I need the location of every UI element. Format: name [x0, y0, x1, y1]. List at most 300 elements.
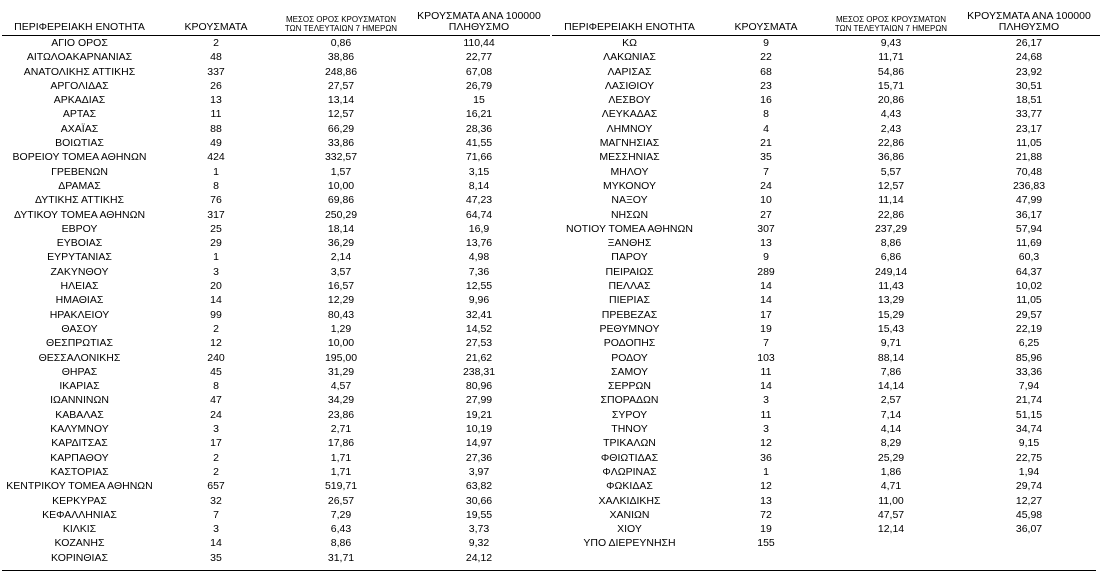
- cases-cell: 88: [210, 122, 222, 135]
- cases-cell: 3: [213, 265, 219, 278]
- region-cell: ΚΕΡΚΥΡΑΣ: [52, 494, 107, 507]
- avg-7day-cell: 7,29: [330, 508, 352, 521]
- avg-7day-cell: 12,29: [327, 294, 355, 307]
- avg-7day-cell: 20,86: [877, 94, 905, 107]
- avg-7day-cell: 6,86: [880, 251, 902, 264]
- avg-7day-cell: 23,86: [327, 408, 355, 421]
- cases-cell: 11: [760, 408, 772, 421]
- avg-7day-cell: 332,57: [324, 151, 358, 164]
- cases-cell: 32: [210, 494, 222, 507]
- table-row: [2, 336, 550, 350]
- cases-cell: 76: [210, 194, 222, 207]
- cases-cell: 657: [207, 480, 225, 493]
- avg-7day-cell: 3,57: [330, 265, 352, 278]
- table-row: [552, 336, 1100, 350]
- per-100k-cell: 11,69: [1016, 237, 1042, 250]
- per-100k-cell: 23,92: [1015, 65, 1043, 78]
- avg-7day-cell: 12,57: [327, 108, 355, 121]
- per-100k-cell: 15: [473, 94, 485, 107]
- avg-7day-cell: 1,71: [330, 451, 352, 464]
- cases-cell: 14: [760, 294, 772, 307]
- cases-cell: 48: [210, 51, 222, 64]
- per-100k-cell: 26,17: [1015, 37, 1043, 49]
- per-100k-cell: 85,96: [1015, 351, 1043, 364]
- cases-cell: 25: [210, 222, 222, 235]
- avg-7day-cell: 2,57: [880, 394, 902, 407]
- table-row: [552, 522, 1100, 536]
- table-row: [552, 293, 1100, 307]
- cases-cell: 289: [757, 265, 775, 278]
- per-100k-cell: 14,97: [465, 437, 493, 450]
- region-cell: ΣΕΡΡΩΝ: [608, 380, 651, 393]
- region-cell: ΝΟΤΙΟΥ ΤΟΜΕΑ ΑΘΗΝΩΝ: [566, 222, 693, 235]
- per-100k-cell: 29,74: [1015, 480, 1043, 493]
- table-row: [2, 393, 550, 407]
- table-row: [552, 436, 1100, 450]
- avg-7day-cell: 1,57: [330, 165, 352, 178]
- cases-cell: 10: [760, 194, 772, 207]
- cases-cell: 8: [763, 108, 769, 121]
- cases-cell: 4: [763, 122, 769, 135]
- avg-7day-cell: 11,71: [878, 51, 904, 64]
- right-table: [552, 8, 1100, 551]
- region-cell: ΔΥΤΙΚΟΥ ΤΟΜΕΑ ΑΘΗΝΩΝ: [13, 208, 146, 221]
- table-row: [2, 193, 550, 207]
- header-per-100k: [412, 11, 546, 35]
- cases-cell: 12: [760, 480, 772, 493]
- region-cell: ΚΙΛΚΙΣ: [62, 523, 97, 536]
- per-100k-cell: 18,51: [1015, 94, 1043, 107]
- table-row: [2, 479, 550, 493]
- cases-cell: 2: [213, 322, 219, 335]
- cases-cell: 68: [760, 65, 772, 78]
- region-cell: ΜΑΓΝΗΣΙΑΣ: [599, 137, 660, 150]
- per-100k-cell: 30,51: [1015, 79, 1043, 92]
- cases-cell: 7: [213, 508, 219, 521]
- avg-7day-cell: 33,86: [327, 137, 355, 150]
- avg-7day-cell: 15,71: [877, 79, 905, 92]
- per-100k-cell: 236,83: [1012, 179, 1046, 192]
- region-cell: ΔΥΤΙΚΗΣ ΑΤΤΙΚΗΣ: [34, 194, 125, 207]
- per-100k-cell: 71,66: [465, 151, 493, 164]
- cases-cell: 12: [760, 437, 772, 450]
- cases-cell: 23: [760, 79, 772, 92]
- per-100k-cell: 51,15: [1015, 408, 1043, 421]
- avg-7day-cell: 237,29: [874, 222, 908, 235]
- per-100k-cell: 70,48: [1015, 165, 1043, 178]
- per-100k-cell: 23,17: [1015, 122, 1043, 135]
- table-row: [2, 236, 550, 250]
- table-row: [2, 494, 550, 508]
- header-avg-line2: ΤΩΝ ΤΕΛΕΥΤΑΙΩΝ 7 ΗΜΕΡΩΝ: [284, 24, 398, 34]
- table-header: [2, 8, 550, 34]
- cases-cell: 22: [760, 51, 772, 64]
- table-row: [552, 208, 1100, 222]
- region-cell: ΣΥΡΟΥ: [611, 408, 648, 421]
- table-row: [2, 451, 550, 465]
- region-cell: ΑΡΤΑΣ: [62, 108, 97, 121]
- region-cell: ΑΓΙΟ ΟΡΟΣ: [51, 37, 108, 49]
- region-cell: ΚΩ: [622, 37, 637, 49]
- region-cell: ΧΑΝΙΩΝ: [609, 508, 650, 521]
- avg-7day-cell: 34,29: [327, 394, 355, 407]
- avg-7day-cell: 31,71: [327, 551, 355, 564]
- region-cell: ΙΩΑΝΝΙΝΩΝ: [50, 394, 109, 407]
- avg-7day-cell: 17,86: [327, 437, 355, 450]
- per-100k-cell: 80,96: [465, 380, 493, 393]
- table-row: [2, 465, 550, 479]
- per-100k-cell: 21,74: [1015, 394, 1043, 407]
- table-row: [2, 522, 550, 536]
- table-row: [552, 79, 1100, 93]
- per-100k-cell: 3,15: [468, 165, 490, 178]
- region-cell: ΚΑΒΑΛΑΣ: [55, 408, 104, 421]
- region-cell: ΛΕΥΚΑΔΑΣ: [601, 108, 658, 121]
- cases-cell: 1: [763, 465, 769, 478]
- cases-cell: 16: [760, 94, 772, 107]
- region-cell: ΝΗΣΩΝ: [610, 208, 649, 221]
- avg-7day-cell: 8,29: [880, 437, 902, 450]
- cases-cell: 45: [210, 365, 222, 378]
- region-cell: ΛΗΜΝΟΥ: [606, 122, 653, 135]
- table-row: [552, 50, 1100, 64]
- avg-7day-cell: 80,43: [327, 308, 355, 321]
- region-cell: ΒΟΡΕΙΟΥ ΤΟΜΕΑ ΑΘΗΝΩΝ: [12, 151, 147, 164]
- region-cell: ΜΥΚΟΝΟΥ: [602, 179, 656, 192]
- table-row: [552, 222, 1100, 236]
- region-cell: ΜΕΣΣΗΝΙΑΣ: [599, 151, 660, 164]
- per-100k-cell: 64,37: [1015, 265, 1043, 278]
- region-cell: ΛΑΚΩΝΙΑΣ: [603, 51, 656, 64]
- per-100k-cell: 1,94: [1018, 465, 1040, 478]
- region-cell: ΤΗΝΟΥ: [611, 423, 648, 436]
- header-avg: [270, 16, 412, 34]
- region-cell: ΘΕΣΣΑΛΟΝΙΚΗΣ: [38, 351, 121, 364]
- cases-cell: 3: [213, 423, 219, 436]
- per-100k-cell: 22,19: [1015, 322, 1043, 335]
- table-row: [552, 408, 1100, 422]
- header-cases: ΚΡΟΥΣΜΑΤΑ: [184, 21, 248, 34]
- per-100k-cell: 10,19: [465, 423, 493, 436]
- cases-cell: 14: [210, 537, 222, 550]
- region-cell: ΣΑΜΟΥ: [610, 365, 649, 378]
- table-row: [552, 479, 1100, 493]
- table-row: [2, 222, 550, 236]
- cases-cell: 8: [213, 380, 219, 393]
- region-cell: ΛΕΣΒΟΥ: [608, 94, 651, 107]
- per-100k-cell: 10,02: [1015, 280, 1043, 293]
- per-100k-cell: 34,74: [1015, 423, 1043, 436]
- avg-7day-cell: 27,57: [327, 79, 355, 92]
- cases-cell: 17: [760, 308, 772, 321]
- cases-cell: 99: [210, 308, 222, 321]
- region-cell: ΑΙΤΩΛΟΑΚΑΡΝΑΝΙΑΣ: [26, 51, 133, 64]
- table-row: [2, 165, 550, 179]
- avg-7day-cell: 195,00: [324, 351, 358, 364]
- table-row: [552, 236, 1100, 250]
- table-row: [552, 422, 1100, 436]
- region-cell: ΧΙΟΥ: [617, 523, 642, 536]
- avg-7day-cell: 22,86: [877, 137, 905, 150]
- avg-7day-cell: 7,14: [880, 408, 902, 421]
- region-cell: ΚΑΡΔΙΤΣΑΣ: [51, 437, 108, 450]
- per-100k-cell: 9,32: [468, 537, 490, 550]
- region-cell: ΘΑΣΟΥ: [61, 322, 98, 335]
- per-100k-cell: 9,15: [1018, 437, 1040, 450]
- avg-7day-cell: 54,86: [877, 65, 905, 78]
- cases-cell: 17: [210, 437, 222, 450]
- table-row: [2, 308, 550, 322]
- cases-cell: 103: [757, 351, 775, 364]
- cases-cell: 35: [760, 151, 772, 164]
- table-row: [2, 93, 550, 107]
- per-100k-cell: 57,94: [1015, 222, 1043, 235]
- per-100k-cell: 41,55: [465, 137, 493, 150]
- cases-cell: 14: [210, 294, 222, 307]
- header-per-line1: ΚΡΟΥΣΜΑΤΑ ΑΝΑ 100000: [417, 9, 541, 22]
- table-row: [552, 107, 1100, 121]
- per-100k-cell: 4,98: [468, 251, 490, 264]
- avg-7day-cell: 12,57: [877, 179, 905, 192]
- per-100k-cell: 28,36: [465, 122, 493, 135]
- region-cell: ΑΡΚΑΔΙΑΣ: [53, 94, 106, 107]
- per-100k-cell: 19,55: [465, 508, 493, 521]
- table-row: [2, 208, 550, 222]
- left-table: [2, 8, 550, 565]
- per-100k-cell: 45,98: [1015, 508, 1043, 521]
- region-cell: ΠΕΙΡΑΙΩΣ: [605, 265, 654, 278]
- table-row: [2, 508, 550, 522]
- header-per-line2: ΠΛΗΘΥΣΜΟ: [998, 21, 1060, 34]
- header-avg-line1: ΜΕΣΟΣ ΟΡΟΣ ΚΡΟΥΣΜΑΤΩΝ: [285, 15, 397, 25]
- avg-7day-cell: 11,43: [878, 280, 904, 293]
- avg-7day-cell: 69,86: [327, 194, 355, 207]
- avg-7day-cell: 519,71: [324, 480, 358, 493]
- table-row: [2, 408, 550, 422]
- per-100k-cell: 8,14: [468, 179, 490, 192]
- avg-7day-cell: 16,57: [327, 280, 355, 293]
- region-cell: ΞΑΝΘΗΣ: [607, 237, 652, 250]
- cases-cell: 35: [210, 551, 222, 564]
- per-100k-cell: 12,55: [465, 280, 493, 293]
- region-cell: ΗΛΕΙΑΣ: [60, 280, 99, 293]
- avg-7day-cell: 9,71: [880, 337, 902, 350]
- per-100k-cell: 63,82: [465, 480, 493, 493]
- cases-cell: 24: [210, 408, 222, 421]
- region-cell: ΜΗΛΟΥ: [610, 165, 649, 178]
- region-cell: ΚΟΖΑΝΗΣ: [54, 537, 105, 550]
- table-row: [552, 150, 1100, 164]
- avg-7day-cell: 5,57: [880, 165, 902, 178]
- per-100k-cell: 36,07: [1015, 523, 1043, 536]
- header-per-line2: ΠΛΗΘΥΣΜΟ: [448, 21, 510, 34]
- cases-cell: 8: [213, 179, 219, 192]
- avg-7day-cell: 12,14: [877, 523, 905, 536]
- per-100k-cell: 27,99: [465, 394, 493, 407]
- per-100k-cell: 19,21: [465, 408, 493, 421]
- table-row: [552, 65, 1100, 79]
- table-row: [2, 351, 550, 365]
- cases-cell: 424: [207, 151, 225, 164]
- region-cell: ΑΧΑΪΑΣ: [60, 122, 99, 135]
- table-row: [2, 65, 550, 79]
- avg-7day-cell: 38,86: [327, 51, 355, 64]
- avg-7day-cell: 88,14: [877, 351, 905, 364]
- avg-7day-cell: 2,14: [330, 251, 352, 264]
- cases-cell: 307: [757, 222, 775, 235]
- table-body: [2, 36, 550, 565]
- per-100k-cell: 33,36: [1015, 365, 1043, 378]
- per-100k-cell: 60,3: [1018, 251, 1040, 264]
- table-row: [2, 265, 550, 279]
- avg-7day-cell: 1,71: [330, 465, 352, 478]
- region-cell: ΡΕΘΥΜΝΟΥ: [599, 322, 660, 335]
- region-cell: ΣΠΟΡΑΔΩΝ: [600, 394, 659, 407]
- avg-7day-cell: 47,57: [877, 508, 905, 521]
- per-100k-cell: 14,52: [465, 322, 493, 335]
- table-row: [2, 36, 550, 50]
- region-cell: ΖΑΚΥΝΘΟΥ: [50, 265, 109, 278]
- per-100k-cell: 24,68: [1015, 51, 1043, 64]
- table-row: [2, 179, 550, 193]
- header-region: ΠΕΡΙΦΕΡΕΙΑΚΗ ΕΝΟΤΗΤΑ: [564, 21, 695, 34]
- avg-7day-cell: 13,29: [877, 294, 905, 307]
- avg-7day-cell: 11,00: [878, 494, 904, 507]
- region-cell: ΗΡΑΚΛΕΙΟΥ: [49, 308, 110, 321]
- table-row: [552, 351, 1100, 365]
- avg-7day-cell: 4,57: [330, 380, 352, 393]
- cases-cell: 11: [760, 365, 772, 378]
- per-100k-cell: 24,12: [465, 551, 493, 564]
- table-row: [552, 465, 1100, 479]
- per-100k-cell: 9,96: [468, 294, 490, 307]
- region-cell: ΠΙΕΡΙΑΣ: [609, 294, 650, 307]
- table-row: [2, 422, 550, 436]
- region-cell: ΕΥΒΟΙΑΣ: [56, 237, 103, 250]
- cases-cell: 9: [763, 251, 769, 264]
- cases-cell: 2: [213, 37, 219, 49]
- avg-7day-cell: 26,57: [327, 494, 355, 507]
- avg-7day-cell: 8,86: [880, 237, 902, 250]
- region-cell: ΗΜΑΘΙΑΣ: [55, 294, 104, 307]
- table-row: [552, 136, 1100, 150]
- avg-7day-cell: 4,71: [880, 480, 902, 493]
- table-row: [2, 279, 550, 293]
- per-100k-cell: 21,62: [465, 351, 493, 364]
- cases-cell: 19: [760, 523, 772, 536]
- region-cell: ΧΑΛΚΙΔΙΚΗΣ: [598, 494, 661, 507]
- per-100k-cell: 16,21: [465, 108, 493, 121]
- avg-7day-cell: 250,29: [324, 208, 358, 221]
- table-row: [552, 279, 1100, 293]
- region-cell: ΠΡΕΒΕΖΑΣ: [601, 308, 658, 321]
- per-100k-cell: 47,23: [465, 194, 493, 207]
- region-cell: ΑΡΓΟΛΙΔΑΣ: [50, 79, 109, 92]
- avg-7day-cell: 7,86: [880, 365, 902, 378]
- table-row: [552, 122, 1100, 136]
- header-avg: [820, 16, 962, 34]
- table-row: [2, 536, 550, 550]
- table-row: [552, 36, 1100, 50]
- avg-7day-cell: 4,14: [880, 423, 902, 436]
- region-cell: ΚΑΡΠΑΘΟΥ: [50, 451, 109, 464]
- table-row: [2, 79, 550, 93]
- cases-cell: 7: [763, 165, 769, 178]
- cases-cell: 49: [210, 137, 222, 150]
- cases-cell: 19: [760, 322, 772, 335]
- header-avg-line2: ΤΩΝ ΤΕΛΕΥΤΑΙΩΝ 7 ΗΜΕΡΩΝ: [834, 24, 948, 34]
- per-100k-cell: 13,76: [465, 237, 493, 250]
- region-cell: ΓΡΕΒΕΝΩΝ: [51, 165, 108, 178]
- table-row: [552, 165, 1100, 179]
- avg-7day-cell: 18,14: [327, 222, 355, 235]
- region-cell: ΚΑΣΤΟΡΙΑΣ: [50, 465, 109, 478]
- table-body: [552, 36, 1100, 551]
- per-100k-cell: 27,36: [465, 451, 493, 464]
- region-cell: ΑΝΑΤΟΛΙΚΗΣ ΑΤΤΙΚΗΣ: [23, 65, 136, 78]
- per-100k-cell: 7,94: [1018, 380, 1040, 393]
- cases-cell: 12: [210, 337, 222, 350]
- table-header: [552, 8, 1100, 34]
- per-100k-cell: 67,08: [465, 65, 493, 78]
- per-100k-cell: 16,9: [468, 222, 490, 235]
- avg-7day-cell: 4,43: [880, 108, 902, 121]
- region-cell: ΙΚΑΡΙΑΣ: [59, 380, 100, 393]
- per-100k-cell: 11,05: [1016, 294, 1042, 307]
- table-row: [2, 293, 550, 307]
- per-100k-cell: 29,57: [1015, 308, 1043, 321]
- per-100k-cell: 32,41: [465, 308, 493, 321]
- table-row: [552, 250, 1100, 264]
- per-100k-cell: 12,27: [1015, 494, 1043, 507]
- cases-cell: 27: [760, 208, 772, 221]
- region-cell: ΦΘΙΩΤΙΔΑΣ: [600, 451, 659, 464]
- table-row: [552, 322, 1100, 336]
- per-100k-cell: 21,88: [1015, 151, 1043, 164]
- region-cell: ΚΕΦΑΛΛΗΝΙΑΣ: [42, 508, 117, 521]
- avg-7day-cell: 10,00: [327, 179, 355, 192]
- cases-cell: 3: [763, 394, 769, 407]
- table-row: [2, 365, 550, 379]
- per-100k-cell: 64,74: [465, 208, 493, 221]
- avg-7day-cell: 0,86: [330, 37, 352, 49]
- region-cell: ΔΡΑΜΑΣ: [58, 179, 101, 192]
- avg-7day-cell: 9,43: [880, 37, 902, 49]
- cases-cell: 14: [760, 280, 772, 293]
- avg-7day-cell: 15,43: [877, 322, 905, 335]
- avg-7day-cell: 36,29: [327, 237, 355, 250]
- avg-7day-cell: 31,29: [327, 365, 355, 378]
- avg-7day-cell: 6,43: [330, 523, 352, 536]
- avg-7day-cell: 36,86: [877, 151, 905, 164]
- cases-cell: 9: [763, 37, 769, 49]
- per-100k-cell: 11,05: [1016, 137, 1042, 150]
- region-cell: ΘΕΣΠΡΩΤΙΑΣ: [46, 337, 113, 350]
- region-cell: ΛΑΡΙΣΑΣ: [607, 65, 652, 78]
- cases-cell: 14: [760, 380, 772, 393]
- avg-7day-cell: 249,14: [874, 265, 908, 278]
- avg-7day-cell: 2,71: [330, 423, 352, 436]
- region-cell: ΡΟΔΟΥ: [611, 351, 648, 364]
- cases-cell: 1: [213, 251, 219, 264]
- avg-7day-cell: 2,43: [880, 122, 902, 135]
- per-100k-cell: 27,53: [465, 337, 493, 350]
- avg-7day-cell: 13,14: [327, 94, 355, 107]
- region-cell: ΠΕΛΛΑΣ: [608, 280, 651, 293]
- cases-cell: 21: [760, 137, 772, 150]
- header-per-line1: ΚΡΟΥΣΜΑΤΑ ΑΝΑ 100000: [967, 9, 1091, 22]
- cases-cell: 240: [207, 351, 225, 364]
